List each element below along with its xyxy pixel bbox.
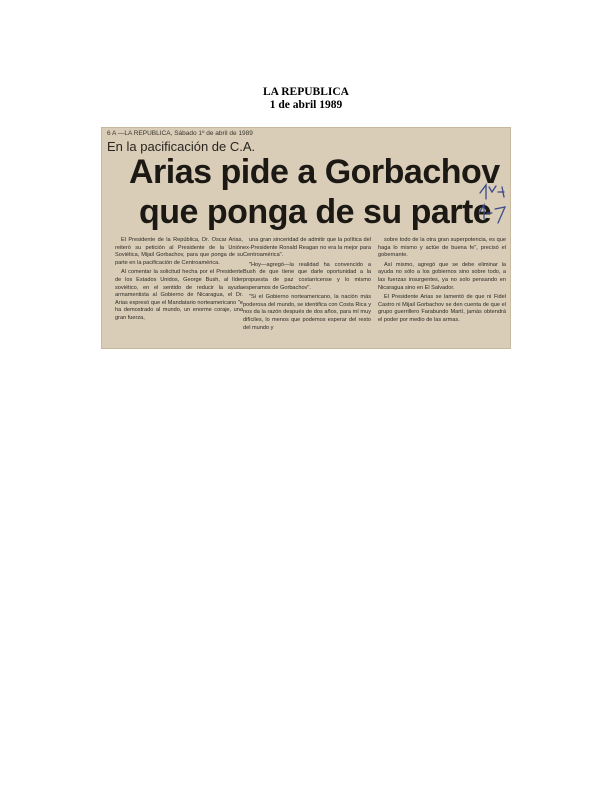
paragraph: "Hoy—agregó—la realidad ha convencido a Bush de que tiene que darle oportunidad a la propuesta de paz costarricense y lo mismo esperamos de Gorbachov". [243,261,371,291]
article-column-1 [115,237,243,325]
paragraph: "Si el Gobierno norteamericano, la nación más poderosa del mundo, se identifica con Costa Rica y nos da la razón después de dos años, para mí muy difíciles, lo menos que podemos esperar del resto del mundo y [243,294,371,331]
paragraph: una gran sinceridad de admitir que la política del ex-Presidente Ronald Reagan no era la mejor para Centroamérica". [243,237,371,259]
paragraph: Así mismo, agregó que se debe eliminar la ayuda no sólo a los gobiernos sino sobre todo, a las fuerzas insurgentes, ya no solo pensando en Nicaragua sino en El Salvador. [378,261,506,291]
document-header [0,86,612,112]
headline-line-1: Arias pide a Gorbachov [129,153,500,191]
article-column-3 [378,237,506,327]
headline-line-2: que ponga de su parte [139,193,492,231]
publication-title: LA REPUBLICA [263,86,349,98]
newspaper-clipping [101,127,511,349]
clipping-masthead: 6 A —LA REPUBLICA, Sábado 1º de abril de 1989 [107,130,253,137]
publication-date: 1 de abril 1989 [269,99,343,111]
paragraph: El Presidente de la República, Dr. Oscar Arias, reiteró su petición al Presidente de la Unión Soviética, Mijail Gorbachov, para que ponga de su parte en la pacificación de Centroamérica. [115,237,243,266]
article-column-2 [243,237,371,334]
paragraph: El Presidente Arias se lamentó de que ni Fidel Castro ni Mijail Gorbachov se den cuenta de que el grupo guerrillero Farabundo Martí, jamás obtendrá el poder por medio de las armas. [378,294,506,323]
paragraph: sobre todo de la otra gran superpotencia, es que haga lo mismo y actúe de buena fe", precisó el gobernante. [378,237,506,259]
paragraph: Al comentar la solicitud hecha por el Presidente de los Estados Unidos, George Bush, al líder soviético, en el sentido de reducir la ayuda armamentista al Gobierno de Nicaragua, el Dr. Arias expresó que el Mandatario norteamericano "e ha demostrado al mundo, un enorme coraje, una gran fuerza, [115,269,243,321]
handwritten-date-note [476,183,508,227]
clipping-kicker: En la pacificación de C.A. [107,139,256,154]
